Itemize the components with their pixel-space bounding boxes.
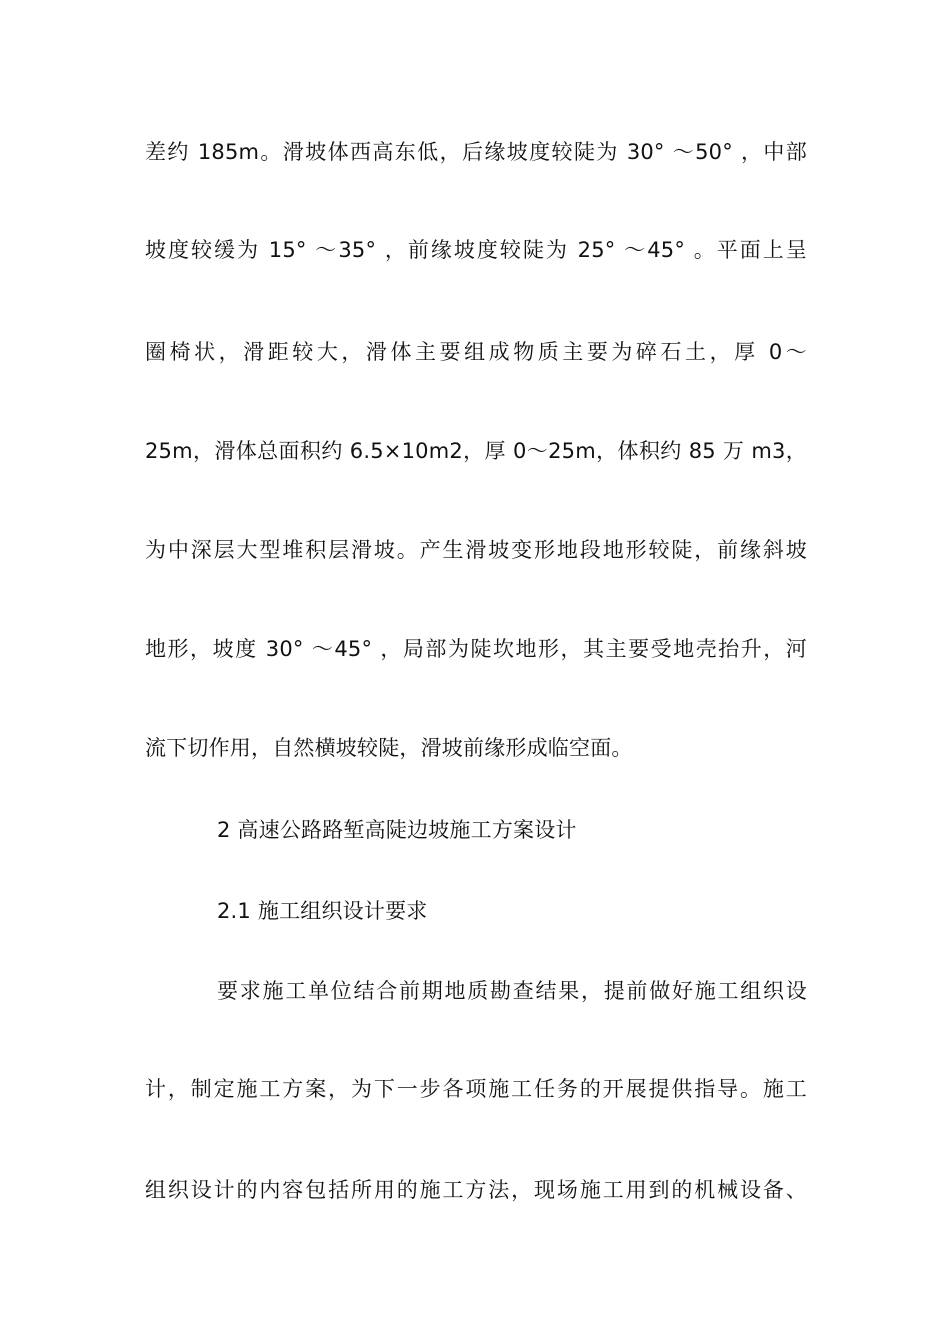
section-heading: 2 高速公路路堑高陡边坡施工方案设计 (217, 818, 577, 842)
paragraph-line: 圈椅状，滑距较大，滑体主要组成物质主要为碎石土，厚 0～ (145, 340, 807, 364)
paragraph-line: 坡度较缓为 15° ～35° ，前缘坡度较陡为 25° ～45° 。平面上呈 (145, 238, 807, 262)
paragraph-line: 为中深层大型堆积层滑坡。产生滑坡变形地段地形较陡，前缘斜坡 (145, 538, 807, 562)
paragraph-line: 流下切作用，自然横坡较陡，滑坡前缘形成临空面。 (145, 736, 633, 760)
paragraph-line: 25m，滑体总面积约 6.5×10m2，厚 0～25m，体积约 85 万 m3， (145, 439, 807, 463)
paragraph-line: 地形，坡度 30° ～45° ，局部为陡坎地形，其主要受地壳抬升，河 (145, 637, 807, 661)
paragraph-line: 差约 185m。滑坡体西高东低，后缘坡度较陡为 30° ～50° ，中部 (145, 140, 807, 164)
paragraph-line: 计，制定施工方案，为下一步各项施工任务的开展提供指导。施工 (145, 1077, 807, 1101)
paragraph-line: 要求施工单位结合前期地质勘查结果，提前做好施工组织设 (217, 979, 807, 1003)
paragraph-line: 组织设计的内容包括所用的施工方法，现场施工用到的机械设备、 (145, 1178, 807, 1202)
subsection-heading: 2.1 施工组织设计要求 (217, 899, 428, 923)
